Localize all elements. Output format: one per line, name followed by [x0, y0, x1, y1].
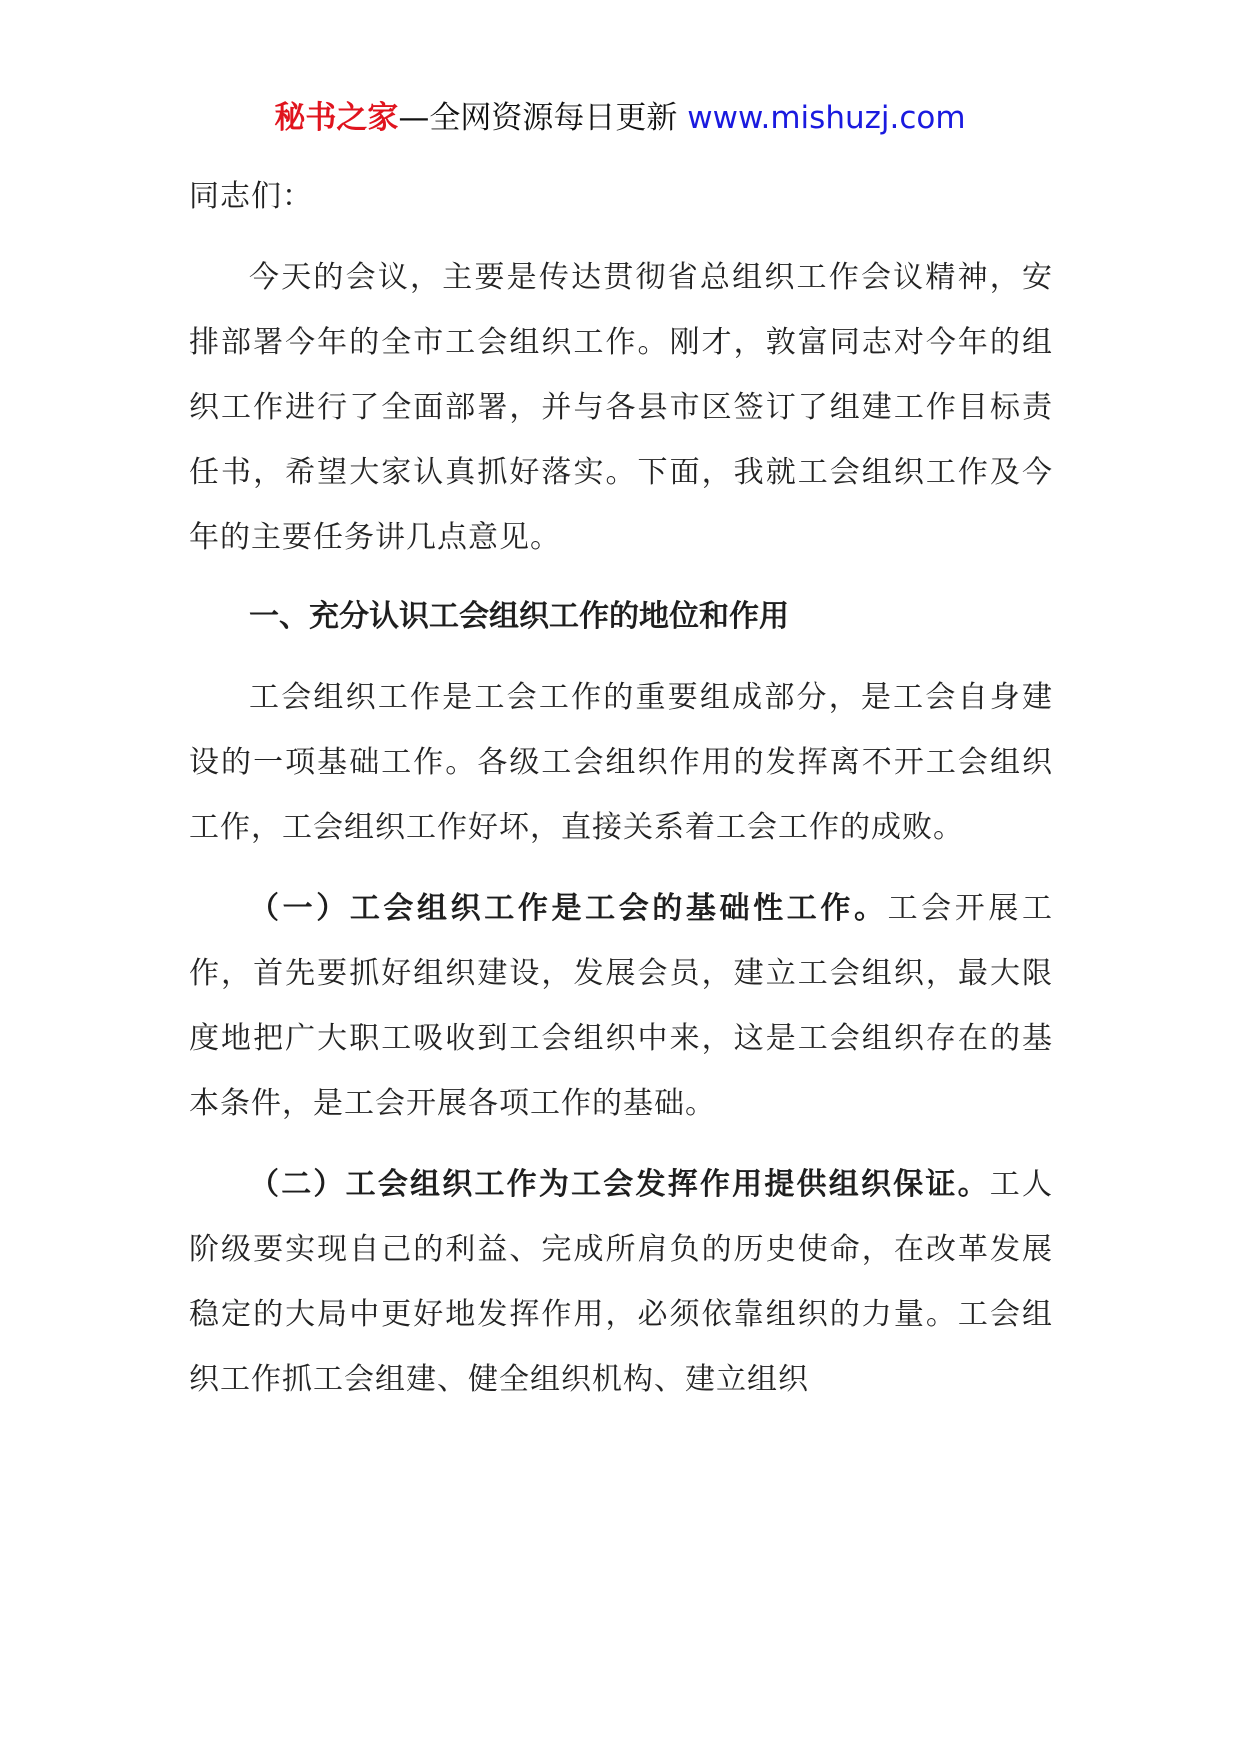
site-url-link[interactable]: www.mishuzj.com [687, 100, 966, 136]
brand-name: 秘书之家 [274, 100, 399, 136]
point-body-1: 工会开展工作，首先要抓好组织建设，发展会员，建立工会组织，最大限度地把广大职工吸收到工会组织中来，这是工会组织存在的基本条件，是工会开展各项工作的基础。 [189, 891, 1054, 1121]
intro-paragraph: 今天的会议，主要是传达贯彻省总组织工作会议精神，安排部署今年的全市工会组织工作。刚才，敦富同志对今年的组织工作进行了全面部署，并与各县市区签订了组建工作目标责任书，希望大家认真抓好落实。下面，我就工会组织工作及今年的主要任务讲几点意见。 [189, 260, 1053, 555]
point-body-2: 工人阶级要实现自己的利益、完成所肩负的历史使命，在改革发展稳定的大局中更好地发挥作用，必须依靠组织的力量。工会组织工作抓工会组建、健全组织机构、建立组织 [189, 1167, 1054, 1397]
point-paragraph-1 [189, 876, 1053, 1136]
salutation: 同志们： [189, 179, 313, 214]
document-body [189, 164, 1053, 1412]
site-header [0, 98, 1240, 138]
header-tagline: —全网资源每日更新 [398, 100, 688, 136]
point-paragraph-2 [189, 1152, 1053, 1412]
point-lead-2: （二）工会组织工作为工会发挥作用提供组织保证。 [249, 1167, 990, 1202]
section-paragraph: 工会组织工作是工会工作的重要组成部分，是工会自身建设的一项基础工作。各级工会组织作用的发挥离不开工会组织工作，工会组织工作好坏，直接关系着工会工作的成败。 [189, 680, 1053, 845]
point-lead-1: （一）工会组织工作是工会的基础性工作。 [249, 891, 888, 926]
section-heading: 一、充分认识工会组织工作的地位和作用 [249, 599, 789, 634]
